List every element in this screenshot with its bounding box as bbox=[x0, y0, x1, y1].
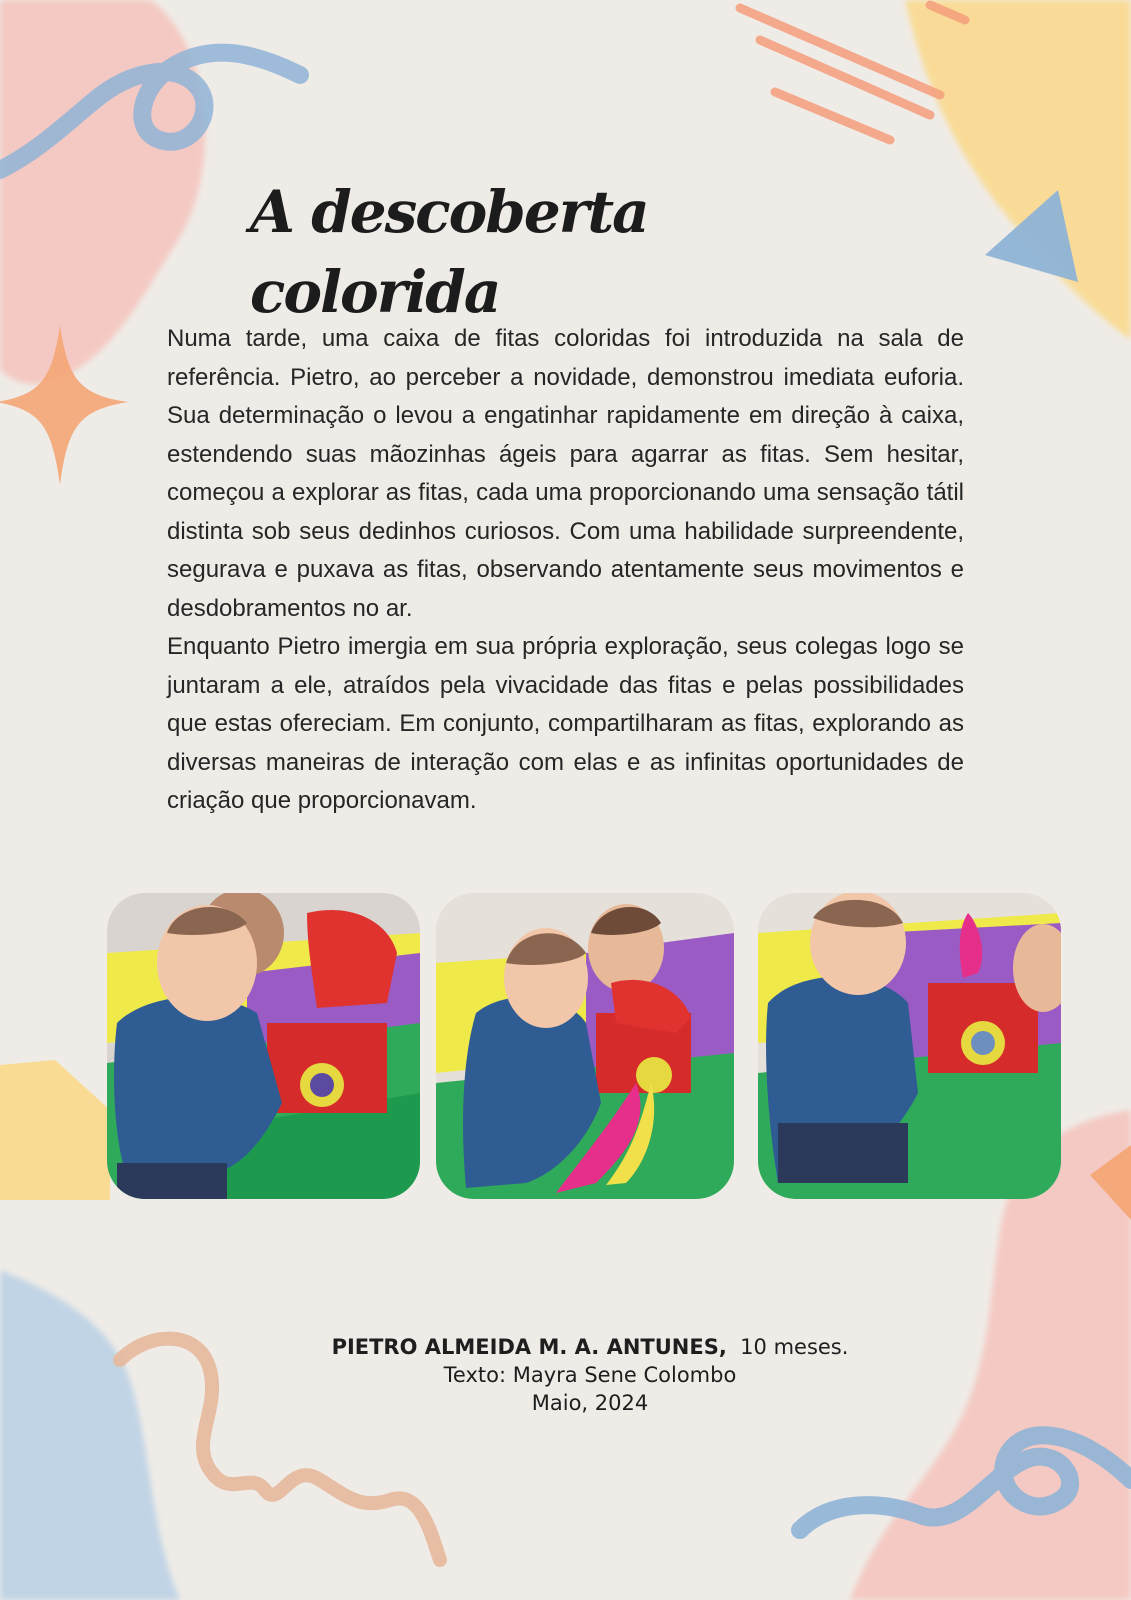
story-paragraph-1: Numa tarde, uma caixa de fitas coloridas foi introduzida na sala de referência. Pietro, ao perceber a novidade, demonstrou imediata euforia. Sua determinação o levou a engatinhar rapidamente em direção à caixa, estendendo suas mãozinhas ágeis para agarrar as fitas. Sem hesitar, começou a explorar as fitas, cada uma proporcionando uma sensação tátil distinta sob seus dedinhos curiosos. Com uma habilidade surpreendente, segurava e puxava as fitas, observando atentamente seus movimentos e desdobramentos no ar. bbox=[167, 325, 964, 622]
photo-2 bbox=[436, 893, 734, 1199]
credits bbox=[250, 1333, 930, 1417]
story-paragraph-2: Enquanto Pietro imergia em sua própria exploração, seus colegas logo se juntaram a ele, atraídos pela vivacidade das fitas e pelas possibilidades que estas ofereciam. Em conjunto, compartilharam as fitas, explorando as diversas maneiras de interação com elas e as infinitas oportunidades de criação que proporcionavam. bbox=[167, 633, 964, 814]
yellow-blob-shape bbox=[905, 0, 1131, 340]
blue-blob-shape bbox=[0, 1270, 180, 1600]
photo-3 bbox=[758, 893, 1061, 1199]
date: Maio, 2024 bbox=[531, 1391, 649, 1415]
credits-name-line bbox=[250, 1333, 930, 1361]
story-text bbox=[167, 320, 964, 821]
yellow-house-shape bbox=[0, 1060, 110, 1200]
photo-1 bbox=[107, 893, 420, 1199]
child-name: PIETRO ALMEIDA M. A. ANTUNES, bbox=[331, 1335, 727, 1359]
child-age: 10 meses. bbox=[740, 1335, 849, 1359]
page-title: A descoberta colorida bbox=[250, 178, 648, 326]
text-author: Texto: Mayra Sene Colombo bbox=[443, 1363, 737, 1387]
